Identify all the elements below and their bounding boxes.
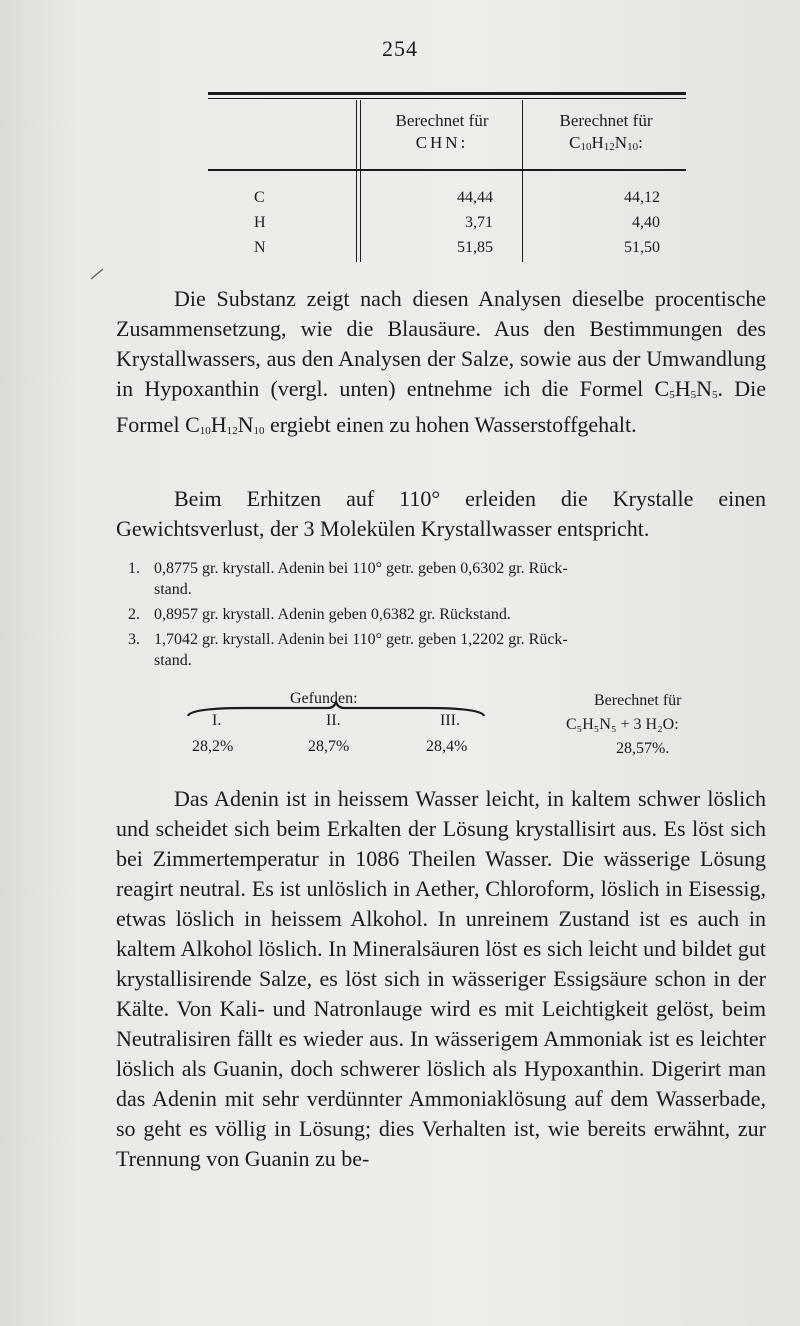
item-text: 0,8957 gr. krystall. Adenin geben 0,6382 gr. Rückstand. — [154, 606, 511, 623]
found-value: 28,2% — [192, 738, 234, 755]
paragraph-text: . Die Formel — [116, 376, 766, 437]
table-top-rule-thin — [208, 98, 686, 99]
header-calc-c10 — [526, 110, 686, 158]
formula-part: C — [569, 133, 581, 152]
formula-part: H — [210, 412, 227, 437]
item-number: 1. — [128, 560, 140, 577]
found-label: Gefunden: — [290, 690, 358, 707]
formula-part: C — [185, 412, 200, 437]
item-text: 1,7042 gr. krystall. Adenin bei 110° getr. geben 1,2202 gr. Rück- — [154, 631, 568, 648]
table-header-rule — [208, 169, 686, 171]
table-cell: N — [254, 239, 266, 256]
formula-c10h12n10 — [185, 412, 264, 437]
formula-part: H — [674, 376, 691, 401]
formula-part: 12 — [226, 425, 238, 437]
table-cell: 4,40 — [632, 214, 660, 231]
formula-part: 5 — [712, 389, 718, 401]
formula-part: 10 — [580, 141, 592, 153]
formula-part: 10 — [199, 425, 211, 437]
table-divider — [360, 100, 361, 262]
header-formula-c10h12n10 — [526, 132, 686, 158]
table-cell: 51,50 — [624, 239, 660, 256]
calc-label: Berechnet für — [594, 692, 682, 709]
header-label: Berechnet für — [559, 111, 653, 130]
measurement-item — [128, 558, 768, 600]
formula-part: : — [638, 133, 643, 152]
formula-part: 5 — [669, 389, 675, 401]
formula-c5h5n5 — [655, 376, 718, 401]
page-number: 254 — [382, 36, 418, 61]
table-divider — [356, 100, 357, 262]
table-cell: C — [254, 189, 265, 206]
formula-part: N — [696, 376, 712, 401]
formula-part: 10 — [253, 425, 265, 437]
found-value: 28,7% — [308, 738, 350, 755]
table-cell: H — [254, 214, 266, 231]
header-label: Berechnet für — [395, 111, 489, 130]
table-cell: 44,12 — [624, 189, 660, 206]
measurement-item — [128, 604, 768, 625]
margin-mark-icon — [90, 268, 104, 280]
calc-formula: C₅H₅N₅ + 3 H₂O: — [566, 716, 679, 733]
formula-part: 5 — [690, 389, 697, 401]
paragraph-composition — [116, 284, 766, 446]
table-top-rule — [208, 92, 686, 95]
item-text: stand. — [154, 652, 192, 669]
table-cell: 3,71 — [465, 214, 493, 231]
item-number: 2. — [128, 606, 140, 623]
item-text: 0,8775 gr. krystall. Adenin bei 110° getr. geben 0,6302 gr. Rück- — [154, 560, 568, 577]
formula-part: H — [591, 133, 604, 152]
calc-value: 28,57%. — [616, 740, 670, 757]
item-text: stand. — [154, 581, 192, 598]
formula-part: C — [654, 376, 670, 401]
found-value: 28,4% — [426, 738, 468, 755]
found-roman: II. — [326, 712, 341, 729]
found-roman: I. — [212, 712, 222, 729]
table-cell: 51,85 — [457, 239, 493, 256]
measurement-list — [128, 558, 768, 671]
found-roman: III. — [440, 712, 460, 729]
header-calc-chn — [363, 110, 521, 154]
table-divider — [522, 100, 523, 262]
paragraph-text: Die Substanz zeigt nach diesen Analysen dieselbe procentische Zusammensetzung, wie die Blausäure. Aus den Bestimmungen des Krystallwassers, aus den Analysen der Salze, sowie aus der Umwandlung in Hypoxanthin (vergl. unten) entnehme ich die Formel — [116, 286, 766, 401]
water-content-table — [186, 692, 766, 772]
paragraph-solubility: Das Adenin ist in heissem Wasser leicht, in kaltem schwer löslich und scheidet sich beim Erkalten der Lösung krystallisirt aus. Es löst sich bei Zimmertemperatur in 1086 Theilen Wasser. Die wässerige Lösung reagirt neutral. Es ist unlöslich in Aether, Chloroform, löslich in Eisessig, etwas löslich in heissem Alkohol. In unreinem Zustand ist es auch in kaltem Alkohol löslich. In Mineralsäuren löst es sich leicht und bildet gut krystallisirende Salze, es löst sich in wässeriger Essigsäure schon in der Kälte. Von Kali- und Natronlauge wird es mit Leichtigkeit gelöst, beim Neutralisiren fällt es wieder aus. In wässerigem Ammoniak ist es leichter löslich als Guanin, doch schwerer löslich als Hypoxanthin. Digerirt man das Adenin mit sehr verdünnter Ammoniaklösung auf dem Wasserbade, so geht es völlig in Lösung; dies Verhalten ist, wie bereits erwähnt, zur Trennung von Guanin zu be- — [116, 786, 766, 1171]
formula-part: N — [237, 412, 254, 437]
table-cell: 44,44 — [457, 189, 493, 206]
item-number: 3. — [128, 631, 140, 648]
paragraph-heating: Beim Erhitzen auf 110° erleiden die Krystalle einen Gewichtsverlust, der 3 Molekülen Krystallwasser entspricht. — [116, 486, 766, 541]
formula-part: N — [614, 133, 628, 152]
header-formula: CHN: — [415, 133, 469, 152]
measurement-item — [128, 629, 768, 671]
formula-part: 12 — [603, 141, 615, 153]
paragraph-text: ergiebt einen zu hohen Wasserstoffgehalt. — [264, 412, 637, 437]
composition-table — [208, 92, 686, 262]
formula-part: 10 — [627, 141, 639, 153]
